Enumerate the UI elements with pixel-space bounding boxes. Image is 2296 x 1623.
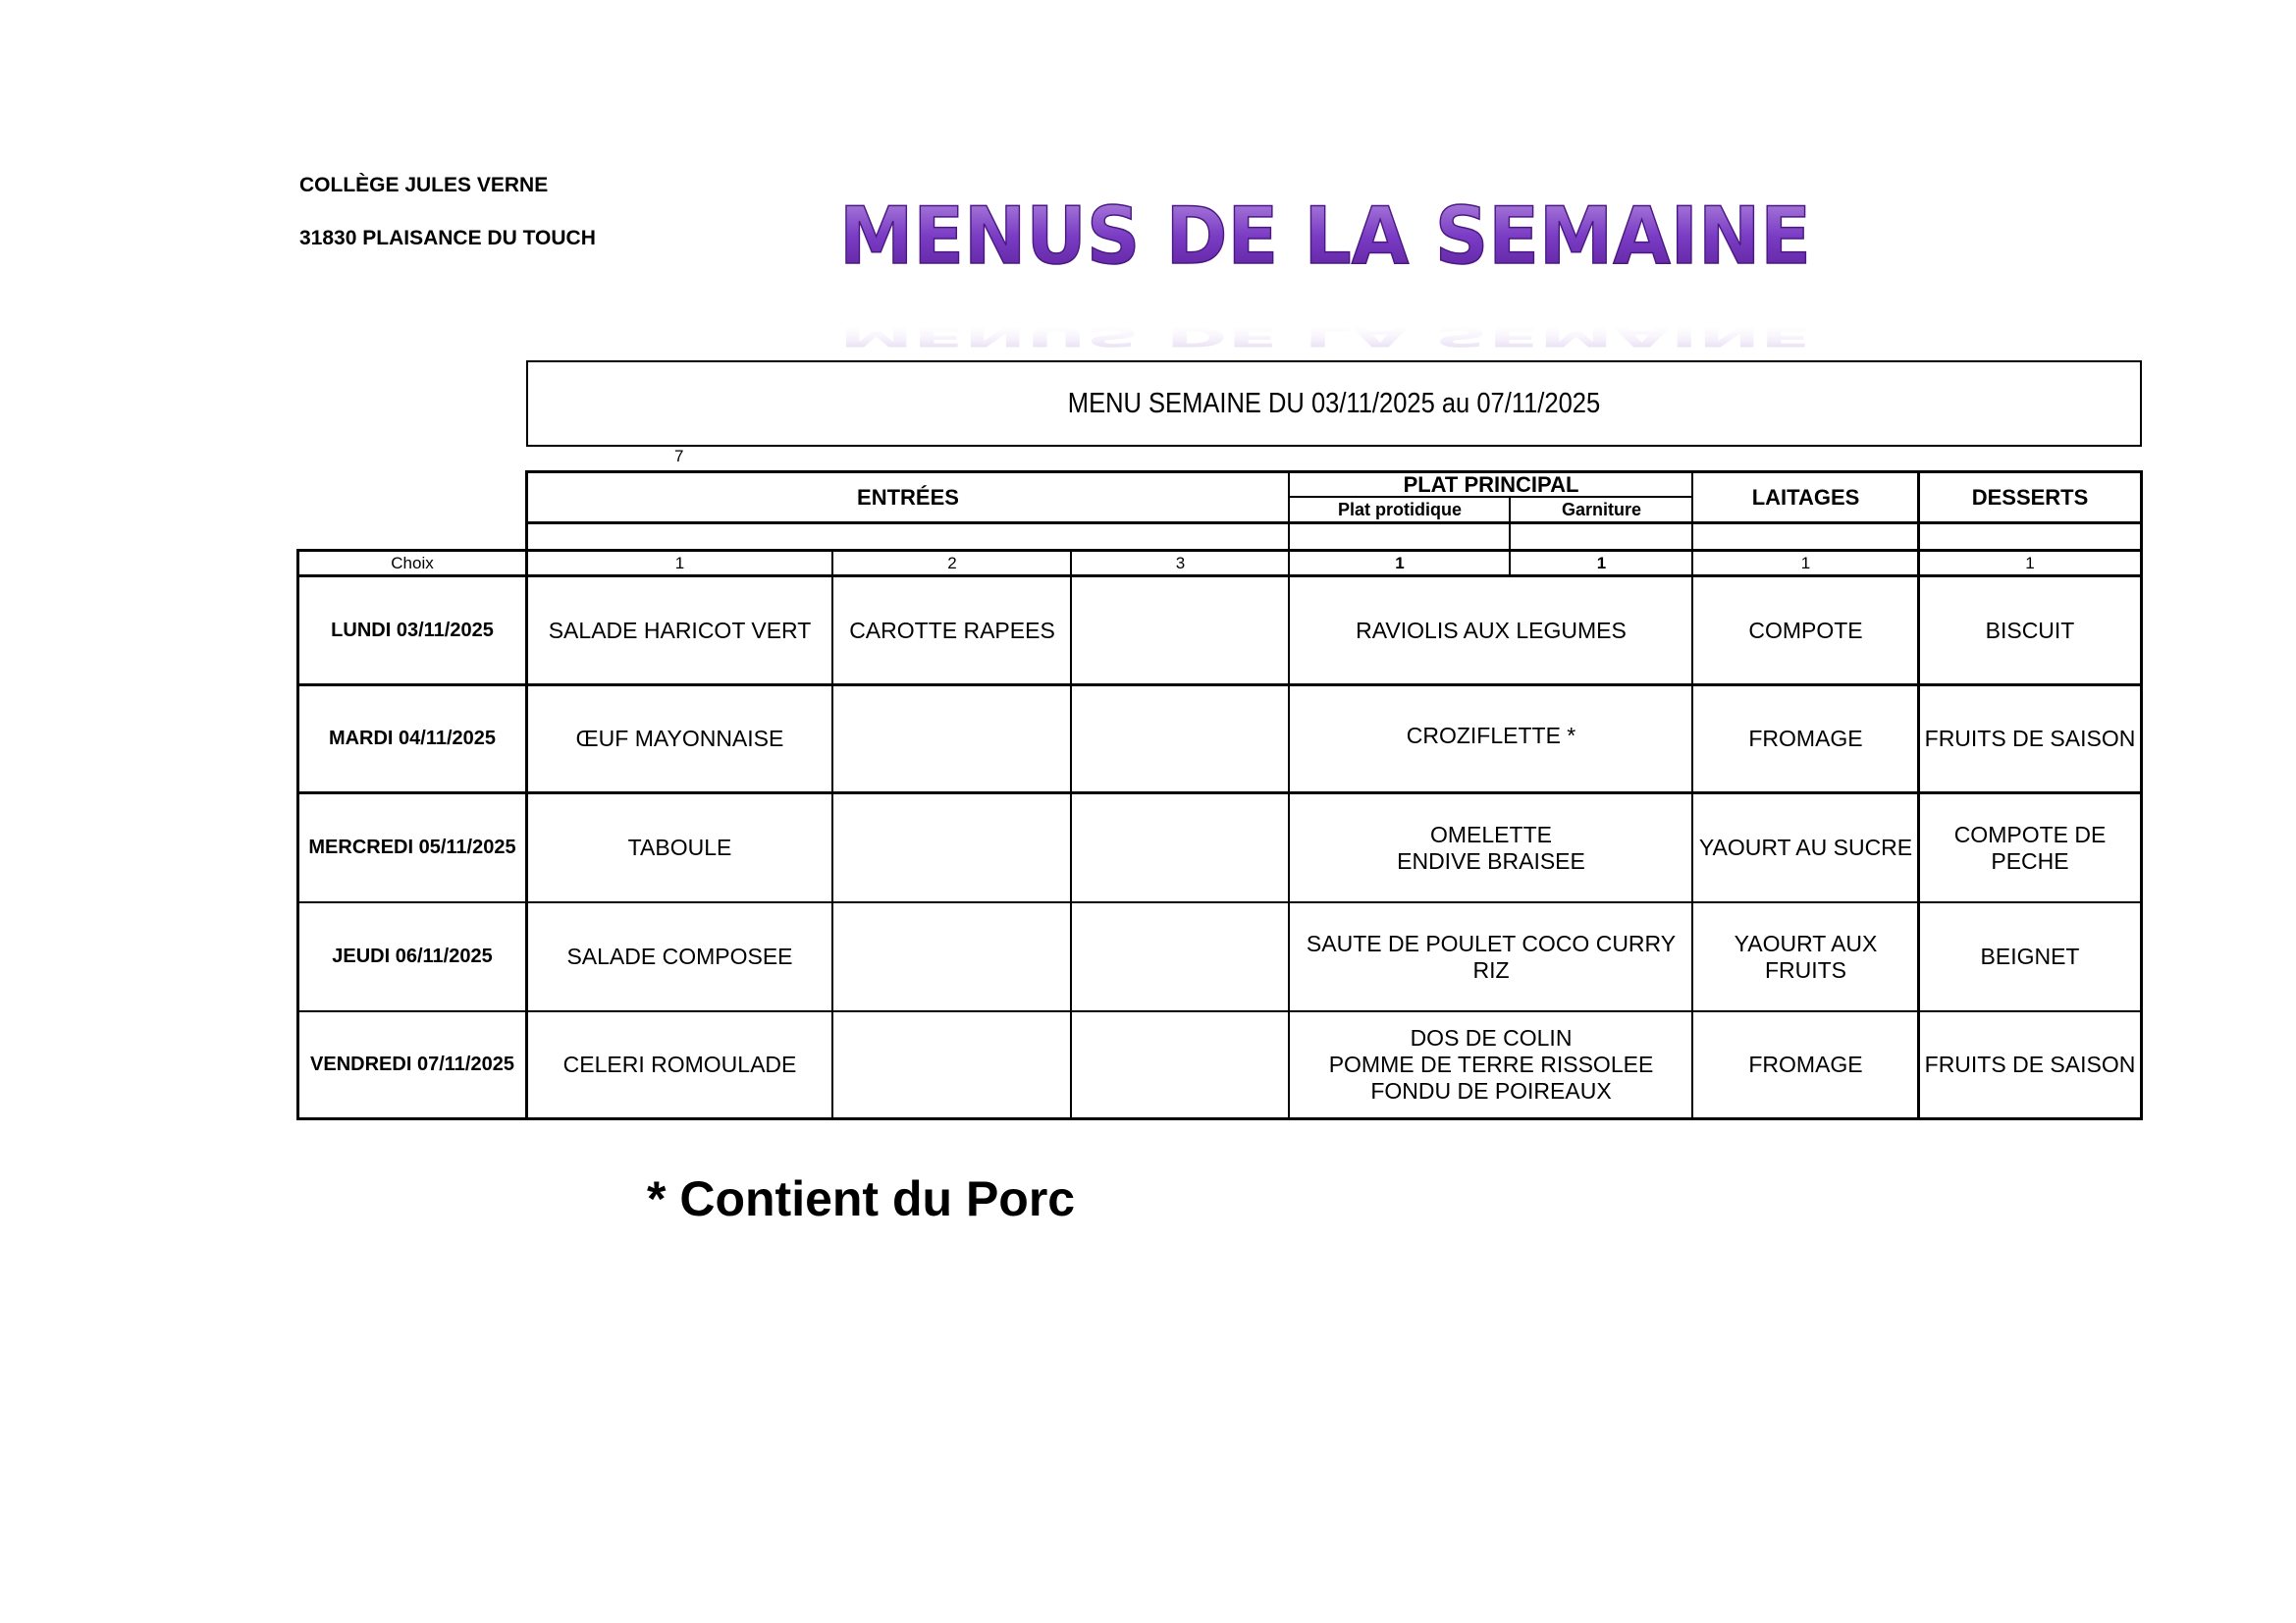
laitage: YAOURT AU SUCRE bbox=[1698, 835, 1913, 860]
choix-value: 2 bbox=[947, 554, 957, 572]
dessert: COMPOTE DE PECHE bbox=[1953, 821, 2107, 874]
title-text: MENUS DE LA SEMAINE bbox=[839, 190, 1811, 282]
header-plat-principal: PLAT PRINCIPAL bbox=[1403, 472, 1579, 497]
dessert: FRUITS DE SAISON bbox=[1924, 1052, 2136, 1077]
school-city: 31830 PLAISANCE DU TOUCH bbox=[299, 227, 596, 249]
plat-principal: CROZIFLETTE * bbox=[1406, 723, 1576, 748]
choix-value: 3 bbox=[1175, 554, 1186, 572]
table-border bbox=[296, 1117, 2142, 1120]
header-desserts: DESSERTS bbox=[1971, 485, 2089, 510]
header-entrees: ENTRÉES bbox=[857, 485, 959, 510]
entree-3 bbox=[1072, 1012, 1289, 1117]
title-reflection: MENUS DE LA SEMAINE bbox=[839, 320, 1811, 353]
laitage: FROMAGE bbox=[1748, 726, 1863, 751]
choix-value: 1 bbox=[1395, 554, 1405, 572]
entree-2 bbox=[833, 903, 1071, 1010]
laitage: YAOURT AUX FRUITS bbox=[1734, 930, 1878, 983]
entree-1: ŒUF MAYONNAISE bbox=[575, 726, 784, 751]
laitage: COMPOTE bbox=[1748, 617, 1863, 643]
entree-1: CELERI ROMOULADE bbox=[562, 1052, 797, 1077]
stray-number: 7 bbox=[674, 447, 684, 465]
day-label: MERCREDI 05/11/2025 bbox=[308, 837, 516, 858]
header-plat-protidique: Plat protidique bbox=[1338, 499, 1462, 519]
header-garniture: Garniture bbox=[1561, 499, 1642, 519]
day-label: JEUDI 06/11/2025 bbox=[332, 946, 493, 967]
choix-value: 1 bbox=[2025, 554, 2035, 572]
choix-value: 1 bbox=[674, 554, 685, 572]
header-laitages: LAITAGES bbox=[1751, 485, 1860, 510]
entree-3 bbox=[1072, 686, 1289, 791]
entree-2 bbox=[833, 794, 1071, 901]
dessert: BEIGNET bbox=[1980, 944, 2080, 969]
entree-3 bbox=[1072, 903, 1289, 1010]
week-label: MENU SEMAINE DU 03/11/2025 au 07/11/2025 bbox=[1067, 388, 1601, 419]
entree-3 bbox=[1072, 577, 1289, 683]
entree-2: CAROTTE RAPEES bbox=[849, 617, 1055, 643]
entree-2 bbox=[833, 1012, 1071, 1117]
pork-footnote: * Contient du Porc bbox=[647, 1171, 1076, 1226]
entree-1: SALADE HARICOT VERT bbox=[548, 617, 812, 643]
choix-value: 1 bbox=[1800, 554, 1811, 572]
plat-principal: DOS DE COLIN POMME DE TERRE RISSOLEE FONDU DE POIREAUX bbox=[1328, 1025, 1654, 1104]
plat-principal: SAUTE DE POULET COCO CURRY RIZ bbox=[1306, 930, 1677, 983]
plat-principal: RAVIOLIS AUX LEGUMES bbox=[1356, 617, 1627, 643]
plat-principal: OMELETTE ENDIVE BRAISEE bbox=[1397, 821, 1585, 874]
entree-1: SALADE COMPOSEE bbox=[566, 944, 793, 969]
school-name: COLLÈGE JULES VERNE bbox=[299, 174, 549, 196]
entree-1: TABOULE bbox=[627, 835, 732, 860]
laitage: FROMAGE bbox=[1748, 1052, 1863, 1077]
day-label: LUNDI 03/11/2025 bbox=[331, 619, 494, 641]
choix-label: Choix bbox=[391, 554, 434, 572]
entree-3 bbox=[1072, 794, 1289, 901]
day-label: MARDI 04/11/2025 bbox=[328, 728, 497, 749]
dessert: FRUITS DE SAISON bbox=[1924, 726, 2136, 751]
entree-2 bbox=[833, 686, 1071, 791]
choix-value: 1 bbox=[1596, 554, 1607, 572]
day-label: VENDREDI 07/11/2025 bbox=[310, 1054, 514, 1075]
dessert: BISCUIT bbox=[1985, 617, 2075, 643]
